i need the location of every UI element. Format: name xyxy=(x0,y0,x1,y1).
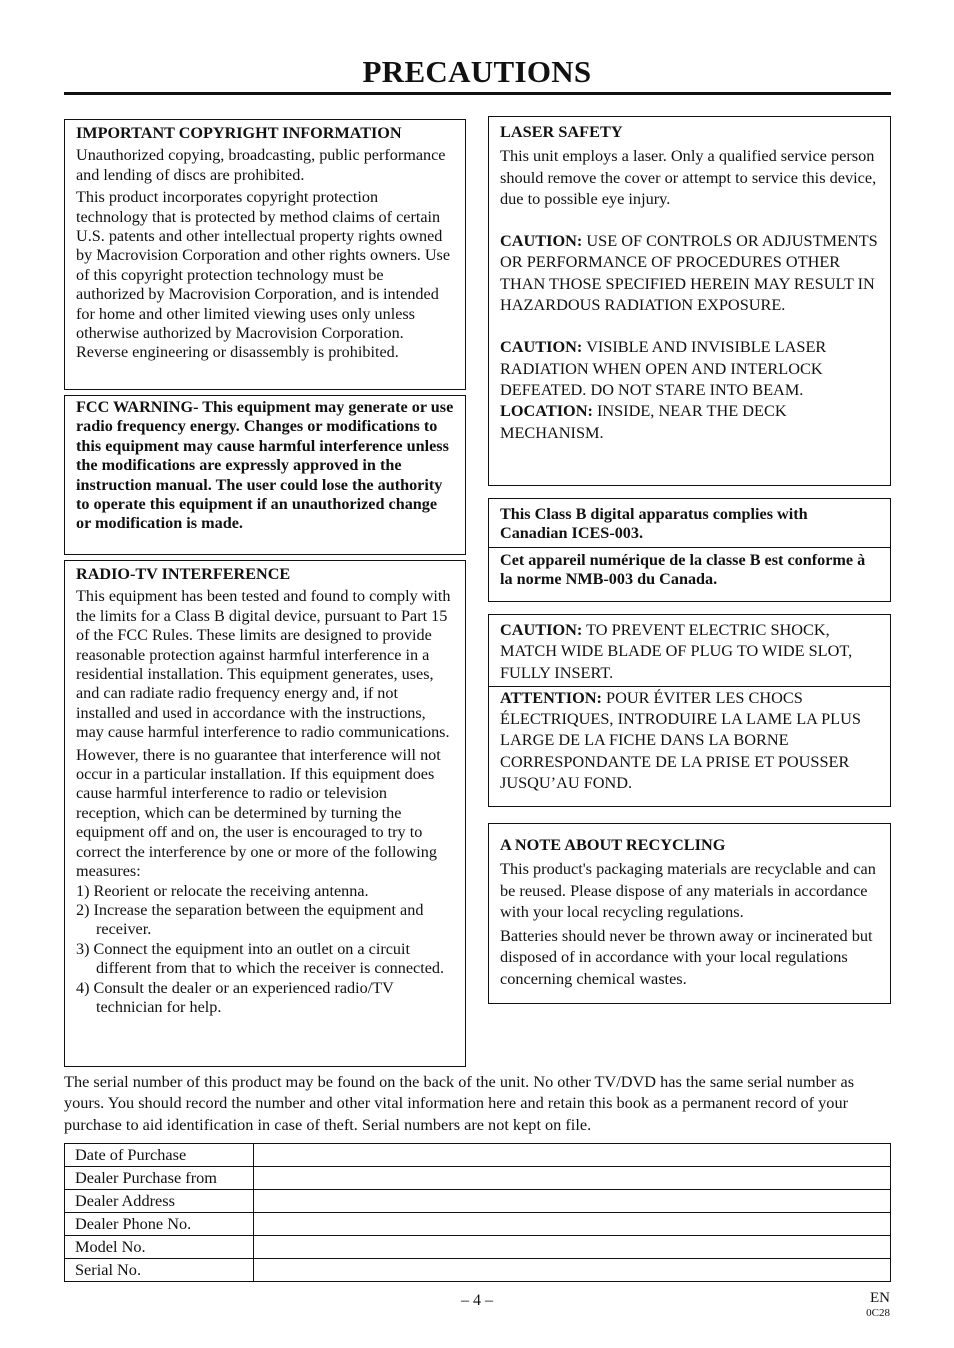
fcc-warning-text: FCC WARNING- This equipment may generate or use radio frequency energy. Changes or modifications to this equipment may cause harmful interference unless the modifications are expressly approved in the instruction manual. The user could lose the authority to operate this equipment if an unauthorized change or modification is made. xyxy=(76,398,454,533)
footer-codes xyxy=(866,1290,890,1320)
title-rule xyxy=(64,92,891,95)
radio-tv-paragraph-2: However, there is no guarantee that interference will not occur in a particular installation. If this equipment does cause harmful interference to radio or television reception, which can be determined by turning the equipment off and on, the user is encouraged to try to correct the interference by one or more of the following measures: xyxy=(76,745,441,881)
measure-item: 2) Increase the separation between the equipment and receiver. xyxy=(76,900,424,939)
measure-item: 1) Reorient or relocate the receiving antenna. xyxy=(76,881,369,900)
page-number: – 4 – xyxy=(461,1292,493,1309)
record-entry-field[interactable] xyxy=(254,1144,891,1167)
document-code: 0C28 xyxy=(866,1307,890,1319)
canada-compliance-english: This Class B digital apparatus complies with Canadian ICES-003. xyxy=(500,505,808,543)
record-entry-field[interactable] xyxy=(254,1259,891,1282)
shock-caution-french: POUR ÉVITER LES CHOCS ÉLECTRIQUES, INTRODUIRE LA LAME LA PLUS LARGE DE LA FICHE DANS LA BORNE CORRESPONDANTE DE LA PRISE ET POUSSER JUSQU’AU FOND. xyxy=(500,687,861,793)
measure-item: 4) Consult the dealer or an experienced radio/TV technician for help. xyxy=(76,978,394,1016)
laser-safety-heading: LASER SAFETY xyxy=(500,122,623,141)
attention-label: ATTENTION: xyxy=(500,687,602,707)
measure-item: 3) Connect the equipment into an outlet on a circuit different from that to which the receiver is connected. xyxy=(76,939,445,978)
table-row xyxy=(65,1213,891,1236)
record-label: Dealer Address xyxy=(65,1190,254,1213)
recycling-paragraph-2: Batteries should never be thrown away or incinerated but disposed of in accordance with your local regulations concerning chemical wastes. xyxy=(500,926,873,988)
copyright-heading: IMPORTANT COPYRIGHT INFORMATION xyxy=(76,124,402,142)
electric-shock-box xyxy=(488,614,891,807)
caution-label: CAUTION: xyxy=(500,337,583,357)
page-title: PRECAUTIONS xyxy=(362,54,592,89)
table-row xyxy=(65,1167,891,1190)
copyright-paragraph-2: This product incorporates copyright protection technology that is protected by method claims of certain U.S. patents and other intellectual property rights owned by Macrovision Corporation and other rights owners. Use of this copyright protection technology must be authorized by Macrovision Corporation, and is intended for home and other limited viewing uses only unless otherwise authorized by Macrovision Corporation. Reverse engineering or disassembly is prohibited. xyxy=(76,188,451,362)
record-label: Serial No. xyxy=(65,1259,254,1282)
table-row xyxy=(65,1144,891,1167)
caution-label: CAUTION: xyxy=(500,620,583,639)
table-row xyxy=(65,1236,891,1259)
fcc-warning-box xyxy=(64,395,466,555)
record-entry-field[interactable] xyxy=(254,1190,891,1213)
record-label: Model No. xyxy=(65,1236,254,1259)
record-entry-field[interactable] xyxy=(254,1167,891,1190)
canada-compliance-french: Cet appareil numérique de la classe B est conforme à la norme NMB-003 du Canada. xyxy=(500,550,866,589)
recycling-box xyxy=(488,823,891,1004)
table-row xyxy=(65,1190,891,1213)
laser-safety-box xyxy=(488,116,891,486)
canada-compliance-box xyxy=(488,498,891,602)
copyright-paragraph-1: Unauthorized copying, broadcasting, public performance and lending of discs are prohibited. xyxy=(76,146,446,184)
radio-tv-paragraph-1: This equipment has been tested and found to comply with the limits for a Class B digital device, pursuant to Part 15 of the FCC Rules. These limits are designed to provide reasonable protection against harmful interference in a residential installation. This equipment generates, uses, and can radiate radio frequency energy and, if not installed and used in accordance with the instructions, may cause harmful interference to radio communications. xyxy=(76,587,451,742)
divider xyxy=(489,547,890,548)
language-code: EN xyxy=(870,1290,890,1306)
record-entry-field[interactable] xyxy=(254,1213,891,1236)
recycling-paragraph-1: This product's packaging materials are recyclable and can be reused. Please dispose of any materials in accordance with your local recycling regulations. xyxy=(500,859,876,921)
record-label: Date of Purchase xyxy=(65,1144,254,1167)
caution-text: USE OF CONTROLS OR ADJUSTMENTS OR PERFORMANCE OF PROCEDURES OTHER THAN THOSE SPECIFIED HEREIN MAY RESULT IN HAZARDOUS RADIATION EXPOSURE. xyxy=(500,231,878,315)
recycling-heading: A NOTE ABOUT RECYCLING xyxy=(500,835,726,854)
purchase-record-table xyxy=(64,1143,891,1282)
serial-number-note: The serial number of this product may be found on the back of the unit. No other TV/DVD has the same serial number as yours. You should record the number and other vital information here and retain this book as a permanent record of your purchase to aid identification in case of theft. Serial numbers are not kept on file. xyxy=(64,1072,855,1134)
caution-label: CAUTION: xyxy=(500,231,583,251)
location-label: LOCATION: xyxy=(500,401,593,421)
shock-caution-english: TO PREVENT ELECTRIC SHOCK, MATCH WIDE BLADE OF PLUG TO WIDE SLOT, FULLY INSERT. xyxy=(500,620,853,682)
laser-safety-paragraph: This unit employs a laser. Only a qualified service person should remove the cover or attempt to service this device, due to possible eye injury. xyxy=(500,146,877,208)
location-text: INSIDE, NEAR THE DECK MECHANISM. xyxy=(500,401,787,442)
record-label: Dealer Phone No. xyxy=(65,1213,254,1236)
record-entry-field[interactable] xyxy=(254,1236,891,1259)
radio-tv-heading: RADIO-TV INTERFERENCE xyxy=(76,565,291,583)
table-row xyxy=(65,1259,891,1282)
record-label: Dealer Purchase from xyxy=(65,1167,254,1190)
radio-tv-interference-box xyxy=(64,560,466,1067)
copyright-box xyxy=(64,119,466,390)
caution-text: VISIBLE AND INVISIBLE LASER RADIATION WHEN OPEN AND INTERLOCK DEFEATED. DO NOT STARE INTO BEAM. xyxy=(500,337,827,399)
